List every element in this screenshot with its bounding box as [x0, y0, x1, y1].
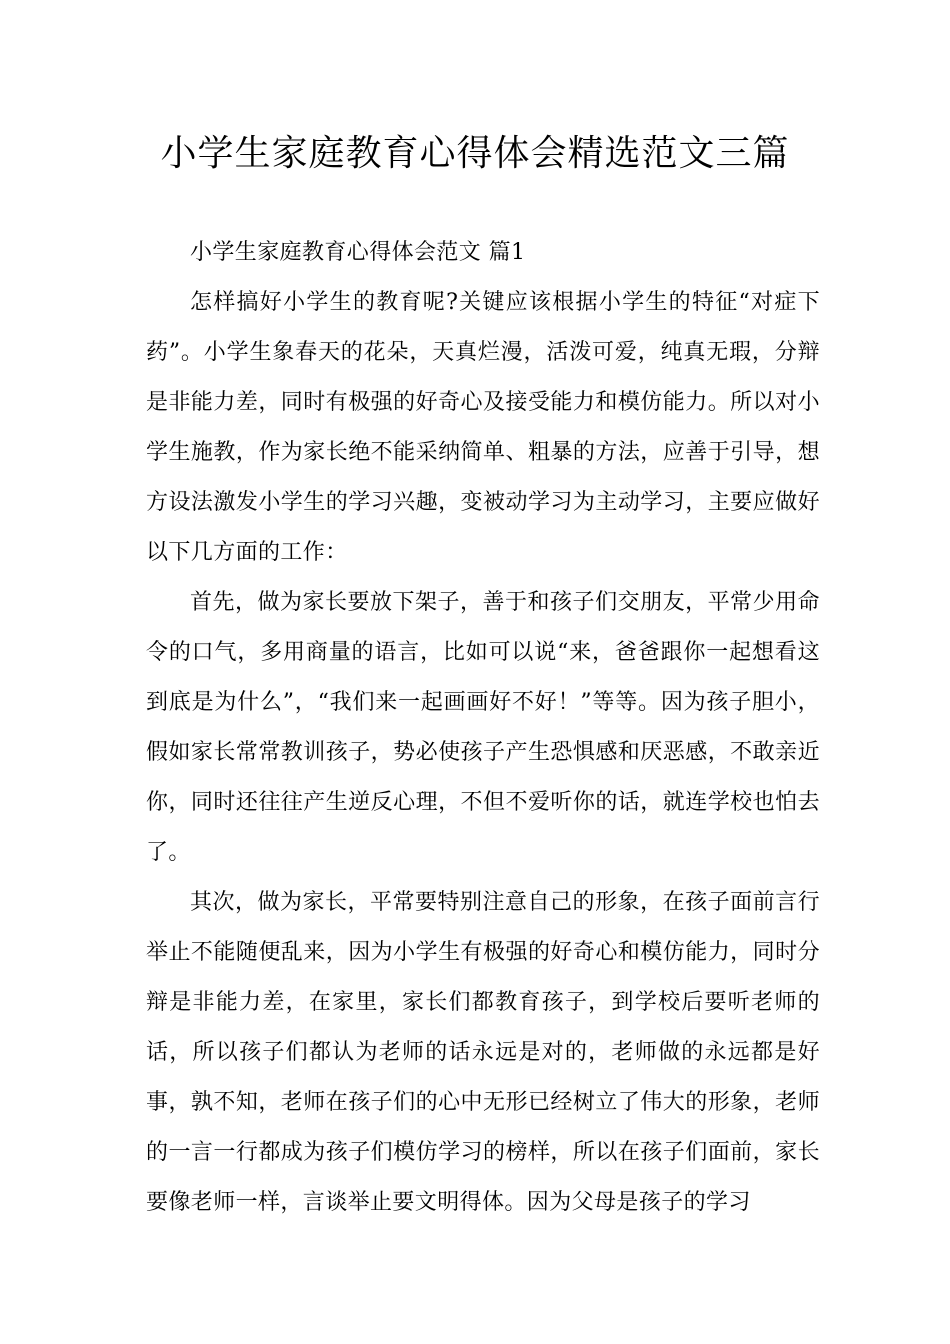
paragraph-1: 怎样搞好小学生的教育呢?关键应该根据小学生的特征“对症下药”。小学生象春天的花朵，天真烂漫，活泼可爱，纯真无瑕，分辩是非能力差，同时有极强的好奇心及接受能力和模仿能力。所以对小学生施教，作为家长绝不能采纳简单、粗暴的方法，应善于引导，想方设法激发小学生的学习兴趣，变被动学习为主动学习，主要应做好以下几方面的工作：	[146, 290, 820, 565]
document-title: 小学生家庭教育心得体会精选范文三篇	[160, 133, 790, 174]
paragraph-3: 其次，做为家长，平常要特别注意自己的形象，在孩子面前言行举止不能随便乱来，因为小学生有极强的好奇心和模仿能力，同时分辩是非能力差，在家里，家长们都教育孩子，到学校后要听老师的话，所以孩子们都认为老师的话永远是对的，老师做的永远都是好事，孰不知，老师在孩子们的心中无形已经树立了伟大的形象，老师的一言一行都成为孩子们模仿学习的榜样，所以在孩子们面前，家长要像老师一样，言谈举止要文明得体。因为父母是孩子的学习	[146, 890, 820, 1215]
document-body	[146, 228, 820, 1228]
section-heading: 小学生家庭教育心得体会范文 篇1	[190, 240, 526, 265]
paragraph-2: 首先，做为家长要放下架子，善于和孩子们交朋友，平常少用命令的口气，多用商量的语言，比如可以说“来，爸爸跟你一起想看这到底是为什么”，“我们来一起画画好不好！”等等。因为孩子胆小，假如家长常常教训孩子，势必使孩子产生恐惧感和厌恶感，不敢亲近你，同时还往往产生逆反心理，不但不爱听你的话，就连学校也怕去了。	[146, 590, 820, 865]
